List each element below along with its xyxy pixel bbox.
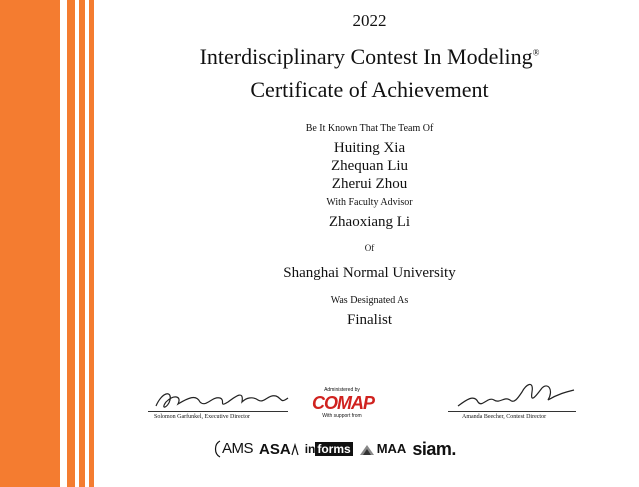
maa-logo-text: MAA: [376, 441, 407, 457]
support-label: With support from: [322, 413, 362, 419]
sponsor-logos: [212, 436, 462, 462]
certificate-year: 2022: [352, 11, 387, 30]
registered-mark: ®: [532, 47, 540, 58]
signature-caption-right: Amanda Beecher, Contest Director: [462, 414, 547, 420]
signature-caption-left: Solomon Garfunkel, Executive Director: [154, 414, 250, 420]
team-member: Zhequan Liu: [330, 158, 409, 174]
signature-line-right: [448, 411, 576, 412]
signature-line-left: [148, 411, 288, 412]
team-member: Zherui Zhou: [331, 176, 408, 192]
handwritten-signature-right: [448, 378, 578, 412]
asa-logo: [259, 441, 299, 458]
informs-logo-box: forms: [317, 442, 351, 456]
informs-logo: [305, 442, 353, 456]
designation-value: Finalist: [346, 312, 392, 328]
decorative-stripes: [0, 0, 100, 487]
stripe-thin-3: [89, 0, 94, 487]
certificate-title: Certificate of Achievement: [250, 77, 489, 102]
advisor-name: Zhaoxiang Li: [328, 214, 411, 230]
handwritten-signature-left: [148, 384, 298, 414]
contest-name: [100, 44, 639, 70]
institution-name: Shanghai Normal University: [283, 265, 456, 281]
of-label: Of: [364, 243, 375, 253]
asa-logo-text: ASA: [259, 440, 291, 458]
administered-label: Administered by: [324, 387, 360, 393]
designation-label: Was Designated As: [330, 295, 409, 306]
ams-bracket-icon: [212, 440, 222, 458]
administered-by-block: [312, 387, 372, 419]
ams-logo-text: AMS: [222, 439, 254, 457]
siam-logo: siam.: [412, 438, 456, 459]
asa-mark-icon: [291, 443, 299, 457]
maa-logo: [359, 441, 407, 457]
informs-logo-prefix: in: [304, 442, 316, 456]
contest-name-text: Interdisciplinary Contest In Modeling: [199, 44, 533, 69]
intro-line: Be It Known That The Team Of: [305, 123, 434, 134]
team-member: Huiting Xia: [333, 140, 406, 156]
comap-logo: COMAP: [312, 393, 374, 413]
ams-logo: [212, 440, 253, 458]
stripe-thin-2: [79, 0, 85, 487]
stripe-wide: [0, 0, 60, 487]
signature-executive-director: [148, 384, 298, 419]
maa-emblem-icon: [359, 443, 375, 457]
stripe-thin-1: [67, 0, 75, 487]
advisor-label: With Faculty Advisor: [326, 197, 413, 208]
signature-contest-director: [448, 378, 578, 420]
